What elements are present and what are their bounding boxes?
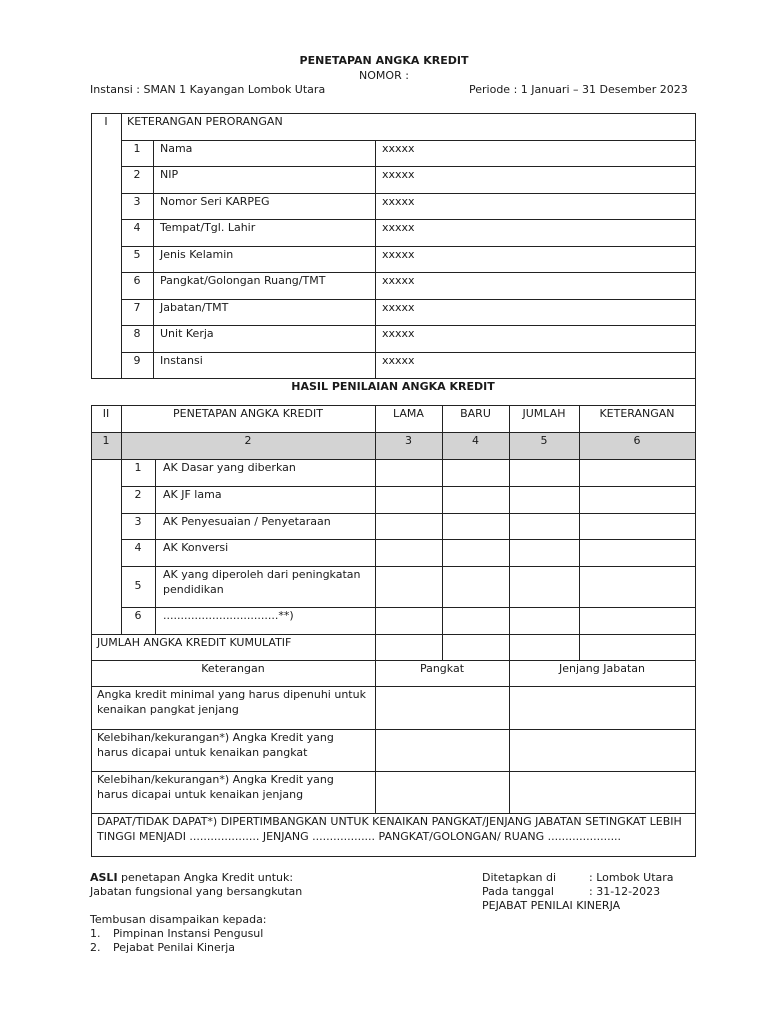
ditetapkan-value: : Lombok Utara [589,871,674,884]
hasil-penilaian-heading: HASIL PENILAIAN ANGKA KREDIT [291,380,495,393]
table-vline [375,140,376,379]
personal-row-number: 8 [133,327,141,340]
jumlah-kumulatif-label: JUMLAH ANGKA KREDIT KUMULATIF [97,636,292,649]
personal-row-label: Instansi [160,354,203,367]
table-vline [91,113,92,379]
document-title: PENETAPAN ANGKA KREDIT [299,54,469,67]
section-1-roman: I [104,115,108,128]
personal-row-number: 2 [133,168,141,181]
personal-row-value: xxxxx [382,168,415,181]
col-header-jumlah: JUMLAH [522,407,566,420]
periode-text: Periode : 1 Januari – 31 Desember 2023 [469,83,688,96]
ak-row-number: 6 [134,609,142,622]
table-vline [509,405,510,661]
asli-rest: penetapan Angka Kredit untuk: [117,871,294,884]
instansi-text: Instansi : SMAN 1 Kayangan Lombok Utara [90,83,326,96]
tembusan-title: Tembusan disampaikan kepada: [90,913,267,926]
ditetapkan-label: Ditetapkan di [482,871,557,884]
table-vline [579,405,580,661]
ak-row-number: 3 [134,515,142,528]
tanggal-value: : 31-12-2023 [589,885,661,898]
ak-row-number: 5 [134,579,142,592]
section-2-roman: II [102,407,110,420]
section-1-title: KETERANGAN PERORANGAN [127,115,283,128]
personal-row-value: xxxxx [382,142,415,155]
personal-row-number: 9 [133,354,141,367]
personal-row-value: xxxxx [382,248,415,261]
col-header-keterangan: KETERANGAN [599,407,675,420]
nomor-label: NOMOR : [359,69,409,82]
ak-row-label: AK JF lama [163,488,222,501]
col-header-penetapan: PENETAPAN ANGKA KREDIT [173,407,323,420]
personal-row-label: Jenis Kelamin [160,248,234,261]
table-vline [153,140,154,379]
personal-row-label: Unit Kerja [160,327,214,340]
table-vline [121,405,122,635]
personal-row-number: 4 [133,221,141,234]
table-vline [695,113,696,379]
pangkat-header: Pangkat [419,662,465,675]
kredit-requirement-row: Kelebihan/kekurangan*) Angka Kredit yang harus dicapai untuk kenaikan pangkat [97,731,334,759]
personal-row-label: NIP [160,168,179,181]
ak-row-number: 4 [134,541,142,554]
personal-row-number: 6 [133,274,141,287]
ak-row-label: .................................**) [163,609,294,622]
asli-line-2: Jabatan fungsional yang bersangkutan [90,885,303,898]
table-vline [155,459,156,635]
personal-row-label: Nama [160,142,193,155]
personal-row-value: xxxxx [382,195,415,208]
ak-row-number: 2 [134,488,142,501]
table-vline [509,660,510,814]
ak-row-label: AK Konversi [163,541,229,554]
table-vline [442,405,443,661]
personal-row-number: 5 [133,248,141,261]
personal-row-number: 7 [133,301,141,314]
table-vline [695,660,696,857]
tanggal-label: Pada tanggal [482,885,554,898]
col-number-1: 1 [102,434,110,447]
asli-bold: ASLI [90,871,118,884]
tembusan-no-2: 2. [90,941,101,954]
personal-row-number: 1 [133,142,141,155]
pejabat-title: PEJABAT PENILAI KINERJA [482,899,621,912]
col-number-3: 3 [405,434,412,447]
personal-row-value: xxxxx [382,354,415,367]
col-number-6: 6 [633,434,641,447]
table-vline [91,405,92,661]
asli-line-1 [90,871,293,884]
col-number-5: 5 [540,434,548,447]
table-vline [375,405,376,661]
keterangan-header: Keterangan [201,662,265,675]
ak-row-label: AK Dasar yang diberkan [163,461,296,474]
personal-row-value: xxxxx [382,221,415,234]
table-vline [695,378,696,661]
table-vline [91,660,92,857]
col-header-baru: BARU [460,407,491,420]
col-header-lama: LAMA [393,407,424,420]
table-vline [375,660,376,814]
tembusan-no-1: 1. [90,927,101,940]
personal-row-number: 3 [133,195,141,208]
personal-row-value: xxxxx [382,301,415,314]
tembusan-item-2: Pejabat Penilai Kinerja [113,941,236,954]
col-number-2: 2 [244,434,252,447]
personal-row-label: Pangkat/Golongan Ruang/TMT [160,274,326,287]
kesimpulan-text: DAPAT/TIDAK DAPAT*) DIPERTIMBANGKAN UNTUK KENAIKAN PANGKAT/JENJANG JABATAN SETINGKAT LEBIH TINGGI MENJADI .................... JENJANG .................. PANGKAT/GOLONGAN/ RUANG ..................... [97,815,682,843]
table-hline [91,856,696,857]
ak-row-number: 1 [134,461,142,474]
ak-row-label: AK yang diperoleh dari peningkatan pendidikan [163,568,361,596]
jenjang-jabatan-header: Jenjang Jabatan [559,662,645,675]
ak-row-label: AK Penyesuaian / Penyetaraan [163,515,331,528]
personal-row-value: xxxxx [382,327,415,340]
kredit-requirement-row: Angka kredit minimal yang harus dipenuhi untuk kenaikan pangkat jenjang [97,688,366,716]
tembusan-item-1: Pimpinan Instansi Pengusul [113,927,264,940]
col-number-4: 4 [472,434,479,447]
personal-row-label: Nomor Seri KARPEG [160,195,270,208]
personal-row-value: xxxxx [382,274,415,287]
personal-row-label: Tempat/Tgl. Lahir [160,221,256,234]
personal-row-label: Jabatan/TMT [160,301,229,314]
kredit-requirement-row: Kelebihan/kekurangan*) Angka Kredit yang harus dicapai untuk kenaikan jenjang [97,773,334,801]
